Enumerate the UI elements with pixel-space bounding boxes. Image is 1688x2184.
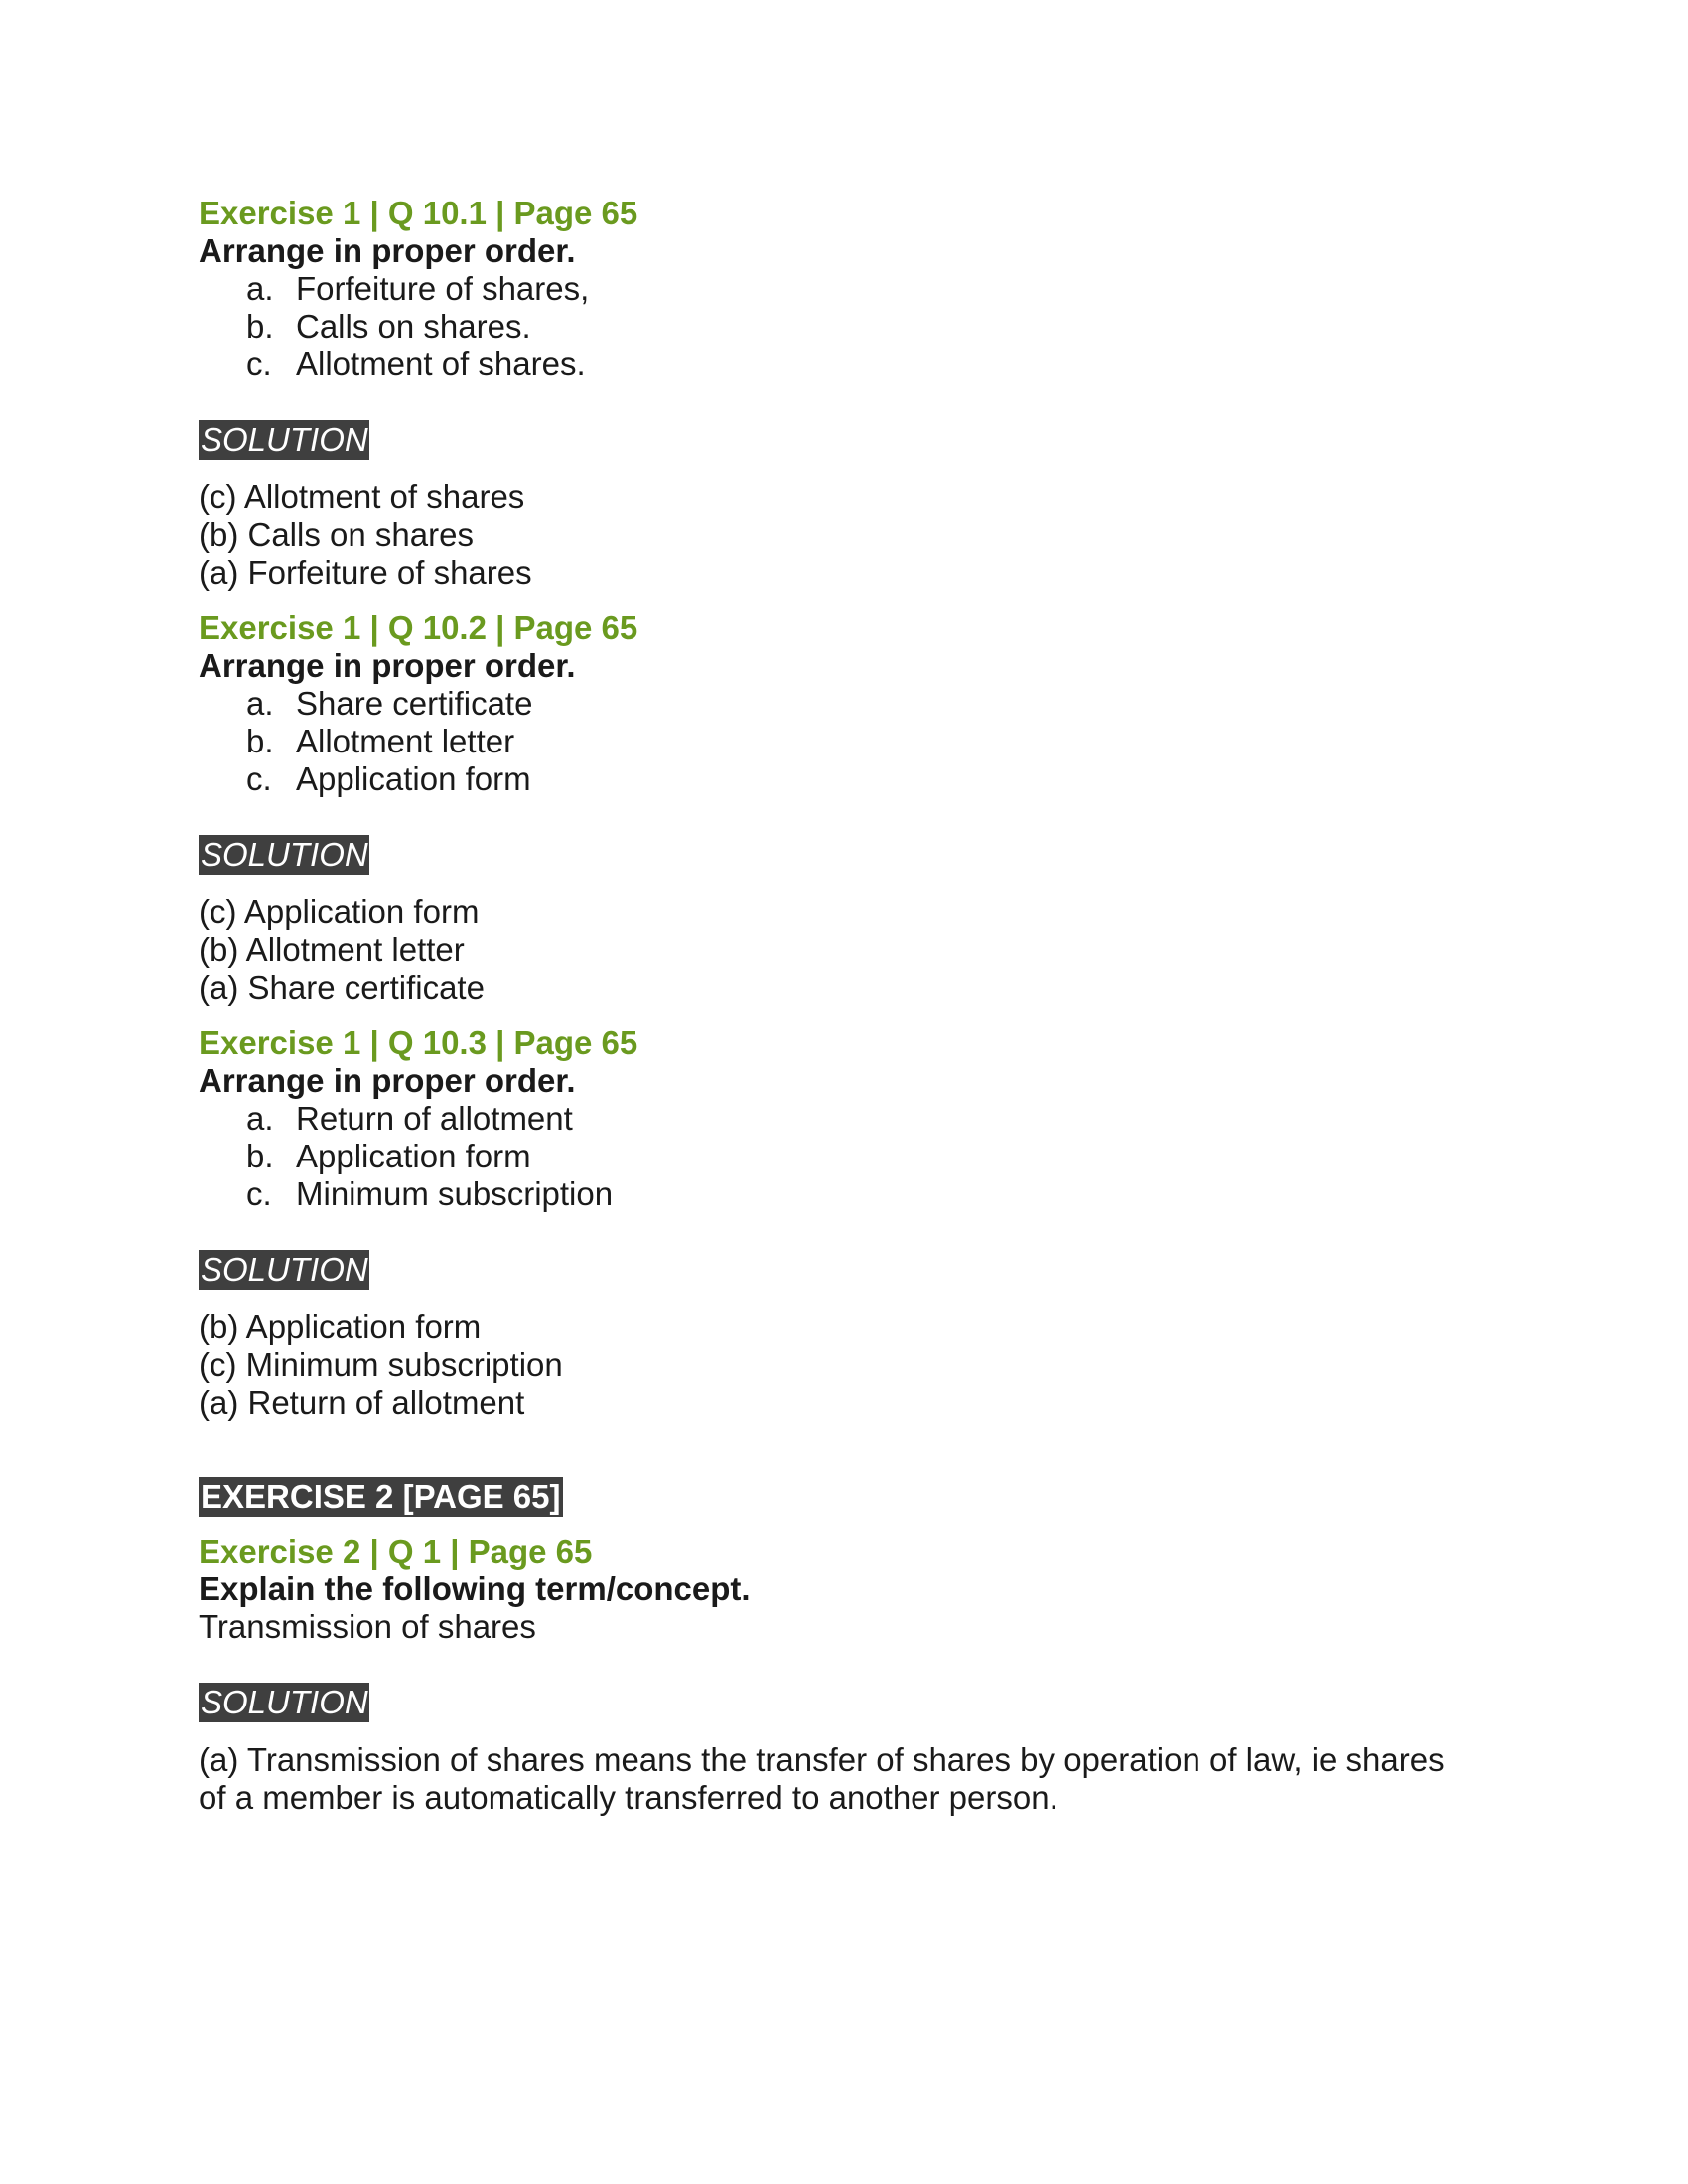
solution-label: SOLUTION (201, 1684, 368, 1720)
option-list (199, 270, 1489, 383)
option-letter: a. (246, 685, 274, 722)
option-text: Application form (296, 760, 531, 797)
solution-line: (b) Allotment letter (199, 931, 465, 968)
question-block-10-2 (199, 610, 1489, 1007)
option-letter: b. (246, 308, 274, 344)
option-text: Allotment letter (296, 723, 515, 759)
question-text: Transmission of shares (199, 1608, 536, 1645)
solution-line: (a) Forfeiture of shares (199, 554, 532, 591)
option-letter: b. (246, 1138, 274, 1174)
solution-label: SOLUTION (201, 421, 368, 458)
question-prompt: Explain the following term/concept. (199, 1570, 751, 1607)
question-prompt: Arrange in proper order. (199, 232, 576, 269)
option-letter: c. (246, 1175, 272, 1212)
solution-line: (c) Application form (199, 893, 480, 930)
solution-line: (b) Calls on shares (199, 516, 474, 553)
option-text: Share certificate (296, 685, 533, 722)
option-text: Calls on shares. (296, 308, 531, 344)
solution-line: (a) Return of allotment (199, 1384, 525, 1421)
solution-line: of a member is automatically transferred to another person. (199, 1779, 1058, 1816)
option-item (246, 270, 1489, 308)
option-item (246, 760, 1489, 798)
option-item (246, 1138, 1489, 1175)
option-item (246, 1100, 1489, 1138)
option-letter: c. (246, 345, 272, 382)
section-heading: EXERCISE 2 [PAGE 65] (201, 1478, 561, 1515)
solution-line: (b) Application form (199, 1308, 482, 1345)
question-block-10-1 (199, 195, 1489, 592)
option-text: Return of allotment (296, 1100, 573, 1137)
option-list (199, 1100, 1489, 1213)
solution-line: (c) Minimum subscription (199, 1346, 563, 1383)
option-item (246, 345, 1489, 383)
question-heading: Exercise 1 | Q 10.1 | Page 65 (199, 195, 638, 231)
option-text: Application form (296, 1138, 531, 1174)
solution-line: (a) Transmission of shares means the transfer of shares by operation of law, ie shares (199, 1741, 1445, 1778)
solution-label: SOLUTION (201, 836, 368, 873)
option-letter: a. (246, 270, 274, 307)
question-heading: Exercise 1 | Q 10.2 | Page 65 (199, 610, 638, 646)
option-text: Allotment of shares. (296, 345, 586, 382)
option-letter: c. (246, 760, 272, 797)
question-prompt: Arrange in proper order. (199, 647, 576, 684)
option-item (246, 308, 1489, 345)
question-block-ex2-q1 (199, 1533, 1489, 1817)
option-item (246, 723, 1489, 760)
option-text: Minimum subscription (296, 1175, 614, 1212)
option-item (246, 685, 1489, 723)
solution-line: (c) Allotment of shares (199, 478, 525, 515)
question-heading: Exercise 2 | Q 1 | Page 65 (199, 1533, 593, 1570)
option-text: Forfeiture of shares, (296, 270, 590, 307)
option-item (246, 1175, 1489, 1213)
question-heading: Exercise 1 | Q 10.3 | Page 65 (199, 1024, 638, 1061)
option-letter: b. (246, 723, 274, 759)
solution-label: SOLUTION (201, 1251, 368, 1288)
option-list (199, 685, 1489, 798)
option-letter: a. (246, 1100, 274, 1137)
question-prompt: Arrange in proper order. (199, 1062, 576, 1099)
document-page (199, 195, 1489, 1817)
question-block-10-3 (199, 1024, 1489, 1422)
solution-line: (a) Share certificate (199, 969, 485, 1006)
